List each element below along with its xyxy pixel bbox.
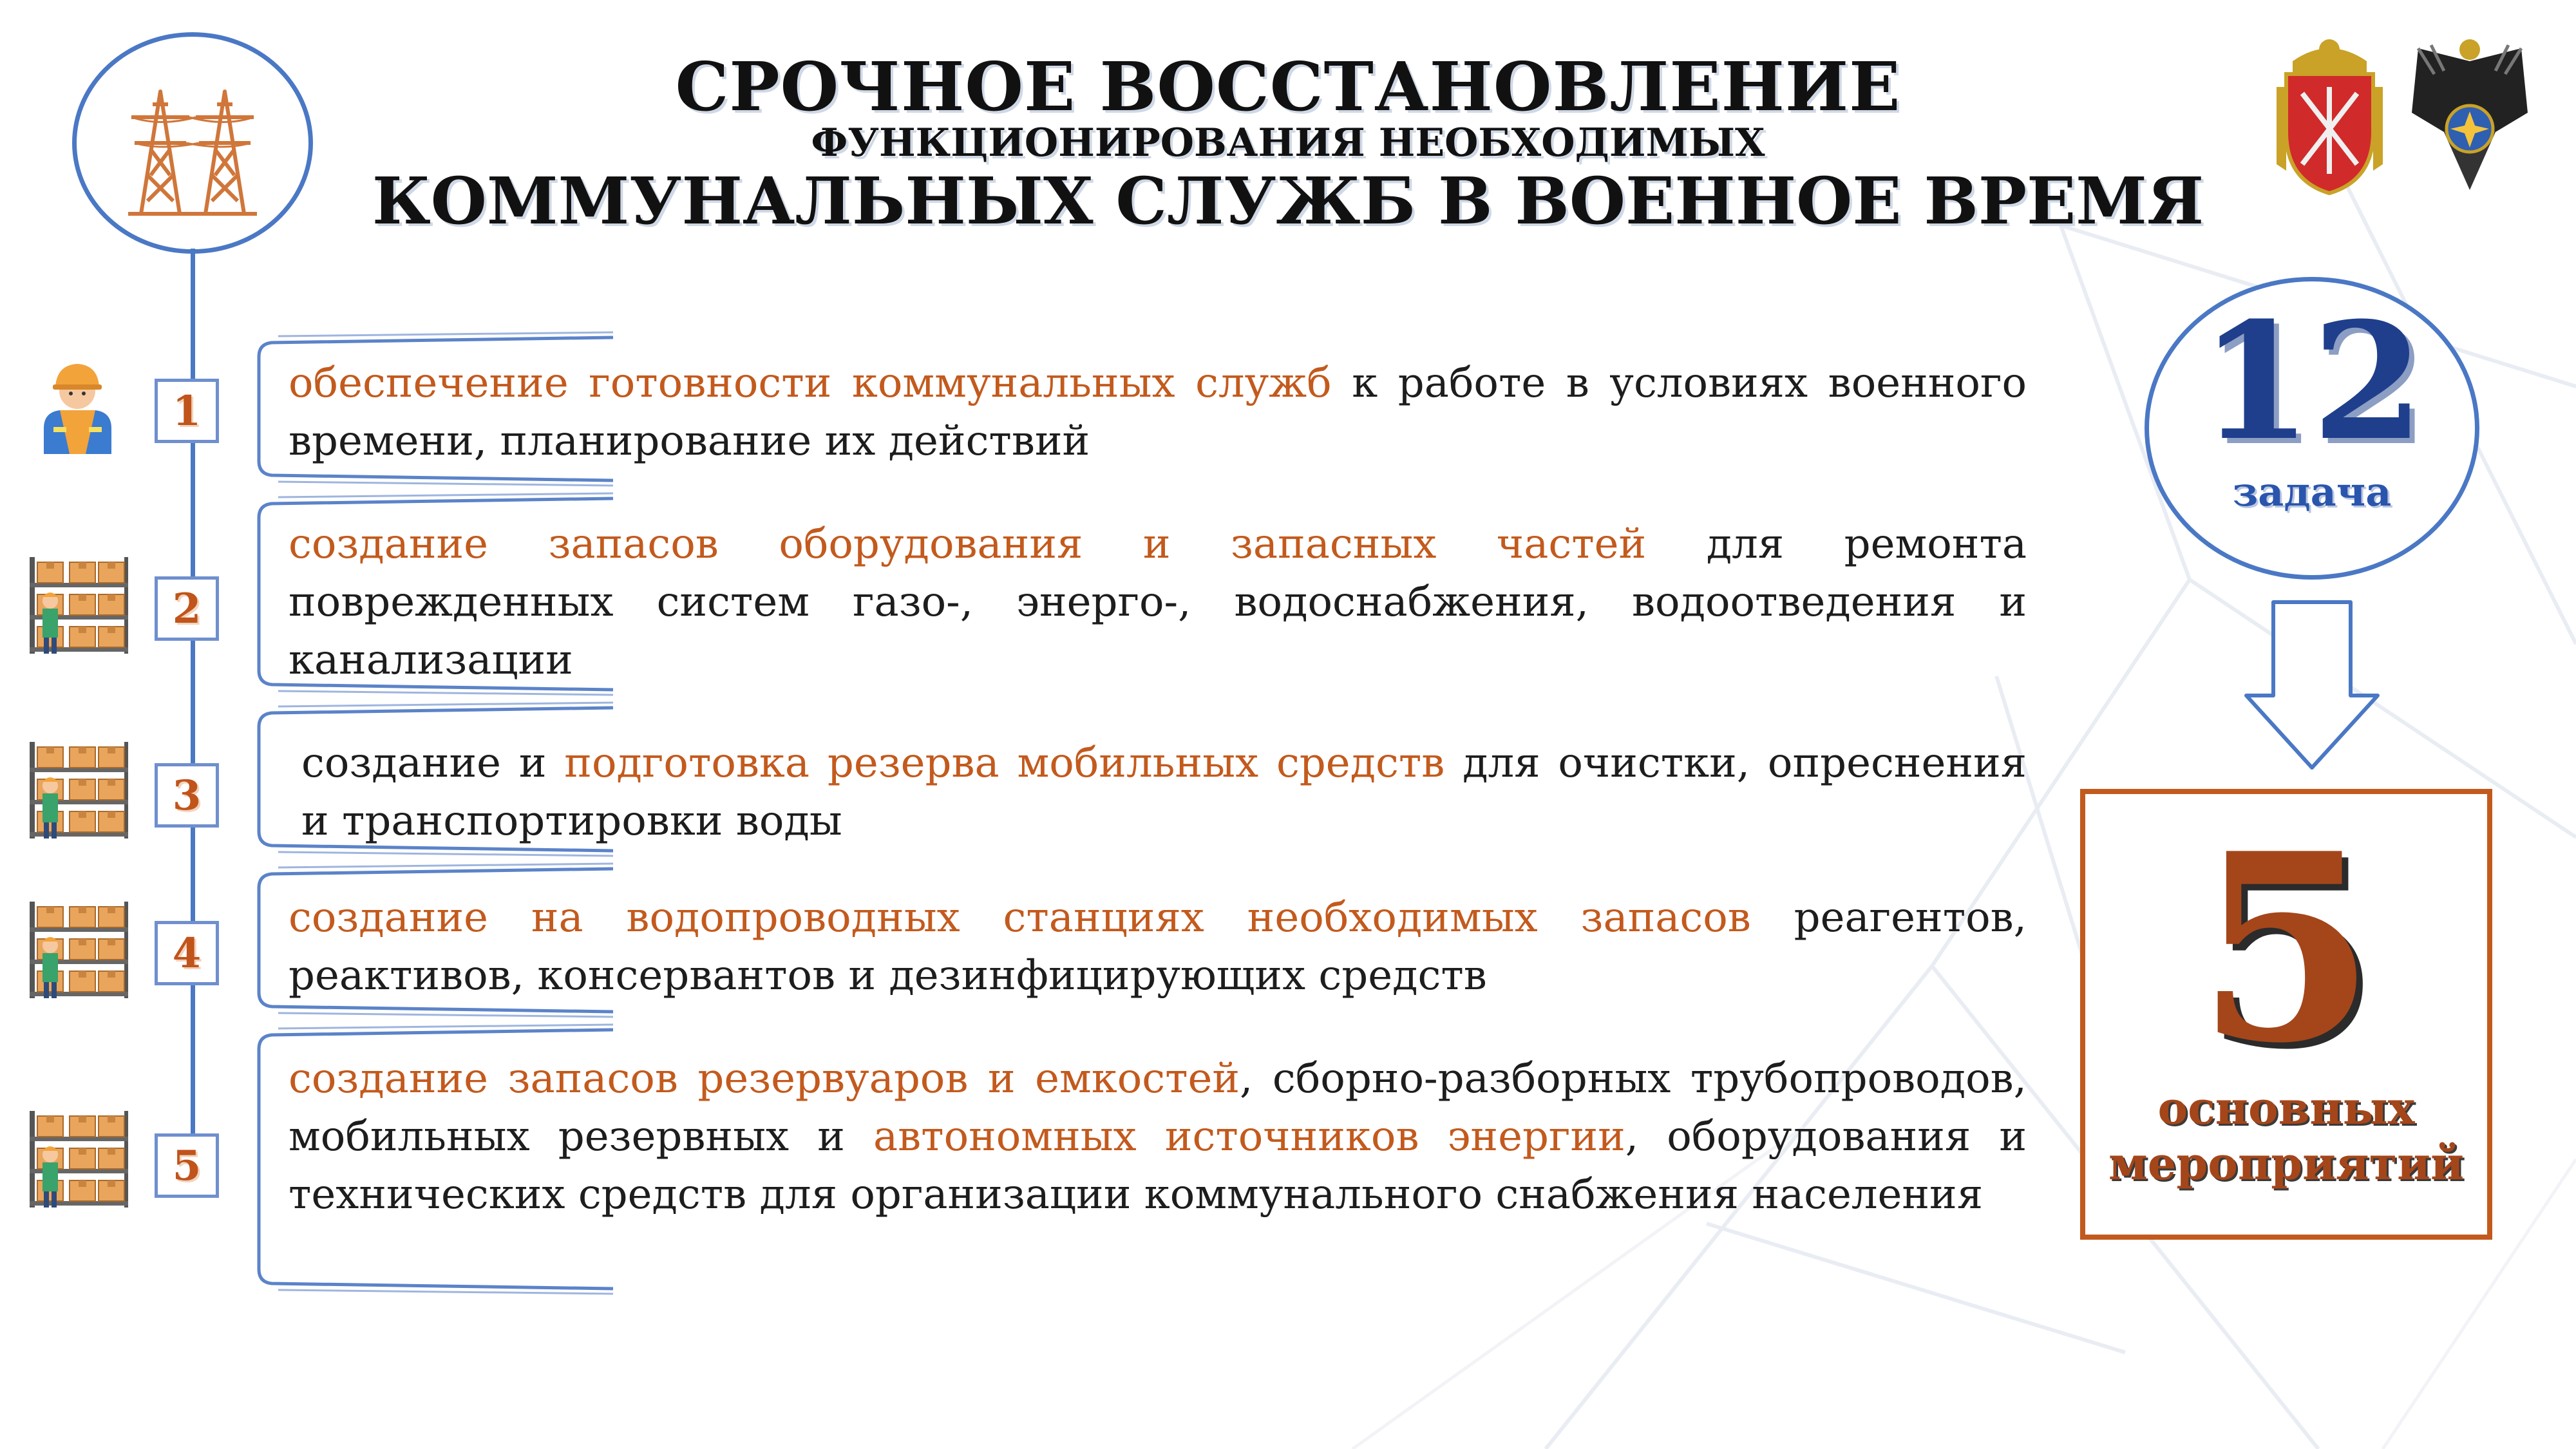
list-item [252,860,2027,1021]
list-item-text [301,734,2027,850]
body-text: , сборно-разборных трубопроводов, мобильных резервных и [289,1055,2027,1160]
list-item [252,328,2027,489]
body-text: , оборудования и технических средств для организации коммунального снабжения населения [289,1113,2027,1218]
arrow-down-icon [2241,599,2383,773]
warehouse-icon [24,551,131,659]
title-line-2: ФУНКЦИОНИРОВАНИЯ НЕОБХОДИМЫХ [811,120,1765,166]
power-tower-badge [72,32,313,254]
body-text: создание и [301,739,565,787]
measures-label-line-1: основных [2157,1081,2415,1135]
power-tower-icon [115,66,270,220]
list-item-text [289,889,2027,1005]
emercom-emblem-icon [2405,35,2534,196]
warehouse-icon [24,735,131,844]
measures-label [2085,1081,2487,1191]
highlighted-text: создание запасов резервуаров и емкостей [289,1055,1240,1103]
body-text: реагентов, реактивов, консервантов и дезинфицирующих средств [289,894,2027,999]
highlighted-text: обеспечение готовности коммунальных служб [289,359,1332,407]
title-line-3: КОММУНАЛЬНЫХ СЛУЖБ В ВОЕННОЕ ВРЕМЯ [372,163,2204,240]
list-item [252,699,2027,860]
highlighted-text: создание запасов оборудования и запасных частей [289,520,1647,568]
item-number-box: 2 [155,576,219,641]
tasks-label: задача [2232,468,2392,515]
item-number-box: 5 [155,1133,219,1198]
body-text: для очистки, опреснения и транспортировки воды [301,739,2027,845]
warehouse-icon [24,1104,131,1213]
warehouse-icon [24,895,131,1004]
list-item [252,489,2027,699]
body-text: к работе в условиях военного времени, планирование их действий [289,359,2027,465]
page-title [348,47,2228,240]
item-number-box: 1 [155,379,219,443]
measures-count: 5 [2196,797,2376,1100]
list-item-text [289,1050,2027,1224]
tula-coat-of-arms-icon [2273,35,2386,196]
list-item-text [289,354,2027,470]
title-line-1: СРОЧНОЕ ВОССТАНОВЛЕНИЕ [675,47,1901,126]
list-item [252,1021,2027,1298]
item-number-box: 3 [155,763,219,828]
body-text: для ремонта поврежденных систем газо-, энерго-, водоснабжения, водоотведения и канализации [289,520,2027,684]
worker-icon [24,351,131,460]
tasks-count: 12 [2200,287,2424,476]
tasks-counter [2145,277,2479,580]
measures-counter [2080,789,2492,1240]
list-item-text [289,515,2027,689]
highlighted-text: подготовка резерва мобильных средств [564,739,1445,787]
highlighted-text: автономных источников энергии [873,1113,1625,1160]
highlighted-text: создание на водопроводных станциях необходимых запасов [289,894,1751,942]
item-number-box: 4 [155,921,219,985]
measures-label-line-2: мероприятий [2108,1137,2464,1190]
